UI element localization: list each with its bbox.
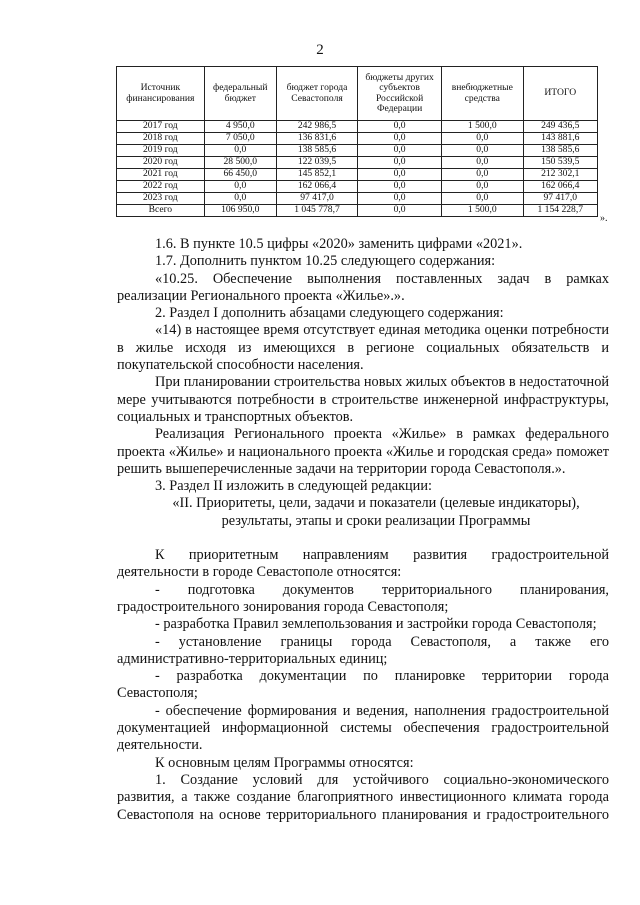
paragraph: К приоритетным направлениям развития градостроительной деятельности в городе Севастополе относятся:	[117, 547, 609, 581]
table-cell: 162 066,4	[523, 181, 597, 193]
table-cell: 136 831,6	[276, 133, 357, 145]
table-cell: 2019 год	[117, 145, 205, 157]
table-cell: 0,0	[442, 181, 524, 193]
table-cell: 4 950,0	[204, 121, 276, 133]
table-cell: 66 450,0	[204, 169, 276, 181]
list-item: - установление границы города Севастополя, а также его административно-территориальных единиц;	[117, 633, 609, 667]
table-row	[117, 133, 598, 145]
table-cell: 138 585,6	[276, 145, 357, 157]
table-cell: Всего	[117, 205, 205, 217]
table-cell: 0,0	[358, 205, 442, 217]
table-row	[117, 145, 598, 157]
table-cell: 2017 год	[117, 121, 205, 133]
table-cell: 0,0	[204, 181, 276, 193]
table-cell: 0,0	[358, 121, 442, 133]
table-cell: 0,0	[204, 145, 276, 157]
table-cell: 1 500,0	[442, 121, 524, 133]
table-cell: 97 417,0	[276, 193, 357, 205]
list-item: - обеспечение формирования и ведения, наполнения градостроительной документацией информационной системы обеспечения градостроительной деятельности.	[117, 702, 609, 754]
table-cell: 143 881,6	[523, 133, 597, 145]
header-source: Источник финансирования	[117, 67, 205, 121]
table-cell: 145 852,1	[276, 169, 357, 181]
table-cell: 0,0	[204, 193, 276, 205]
page-number: 2	[316, 42, 324, 58]
table-cell: 0,0	[358, 157, 442, 169]
table-cell: 2022 год	[117, 181, 205, 193]
header-other-subjects: бюджеты других субъектов Российской Федерации	[358, 67, 442, 121]
table-header-row	[117, 67, 598, 121]
paragraph: 2. Раздел I дополнить абзацами следующего содержания:	[155, 305, 504, 322]
paragraph: 1.6. В пункте 10.5 цифры «2020» заменить цифрами «2021».	[155, 236, 523, 252]
document-body	[117, 236, 609, 824]
header-total: ИТОГО	[523, 67, 597, 121]
paragraph: 1. Создание условий для устойчивого социально-экономического развития, а также создание благоприятного инвестиционного климата города Севастополя на основе территориального планирования и градостроительного	[117, 771, 609, 823]
table-cell: 150 539,5	[523, 157, 597, 169]
header-city: бюджет города Севастополя	[276, 67, 357, 121]
table-row	[117, 157, 598, 169]
table-cell: 0,0	[442, 157, 524, 169]
table-cell: 106 950,0	[204, 205, 276, 217]
paragraph: При планировании строительства новых жилых объектов в недостаточной мере учитываются потребности в строительстве инженерной инфраструктуры, социальных и транспортных объектов.	[117, 374, 610, 425]
paragraph: 3. Раздел II изложить в следующей редакции:	[155, 478, 432, 495]
table-cell: 1 500,0	[442, 205, 524, 217]
table-cell: 162 066,4	[276, 181, 357, 193]
table-cell: 0,0	[358, 169, 442, 181]
table-cell: 249 436,5	[523, 121, 597, 133]
paragraph: «14) в настоящее время отсутствует единая методика оценки потребности в жилье исходя из имеющихся в регионе социальных обязательств и покупательской способности населения.	[117, 322, 609, 374]
table-cell: 0,0	[358, 145, 442, 157]
table-cell: 1 045 778,7	[276, 205, 357, 217]
table-cell: 2020 год	[117, 157, 205, 169]
table-cell: 0,0	[358, 193, 442, 205]
financing-table	[116, 66, 598, 217]
list-item: - разработка документации по планировке территории города Севастополя;	[117, 668, 609, 702]
table-cell: 0,0	[358, 181, 442, 193]
paragraph: К основным целям Программы относятся:	[155, 754, 414, 771]
paragraph: 1.7. Дополнить пунктом 10.25 следующего содержания:	[155, 253, 496, 270]
table-row	[117, 169, 598, 181]
table-row-total	[117, 205, 598, 217]
table-cell: 122 039,5	[276, 157, 357, 169]
table-row	[117, 121, 598, 133]
table-cell: 0,0	[442, 145, 524, 157]
section-heading: «II. Приоритеты, цели, задачи и показатели (целевые индикаторы), результаты, этапы и сроки реализации Программы	[172, 495, 580, 529]
table-cell: 2018 год	[117, 133, 205, 145]
table-row	[117, 193, 598, 205]
table-cell: 1 154 228,7	[523, 205, 597, 217]
table-cell: 0,0	[442, 169, 524, 181]
header-extrabudget: внебюджетные средства	[442, 67, 524, 121]
table-cell: 97 417,0	[523, 193, 597, 205]
table-closing-quote: ».	[600, 213, 608, 224]
table-cell: 212 302,1	[523, 169, 597, 181]
table-cell: 138 585,6	[523, 145, 597, 157]
paragraph: «10.25. Обеспечение выполнения поставленных задач в рамках реализации Регионального проекта «Жилье».».	[117, 270, 609, 304]
table-cell: 0,0	[442, 193, 524, 205]
table-cell: 0,0	[358, 133, 442, 145]
table-cell: 0,0	[442, 133, 524, 145]
list-item: - подготовка документов территориального планирования, градостроительного зонирования города Севастополя;	[117, 581, 609, 615]
table-row	[117, 181, 598, 193]
table-cell: 2021 год	[117, 169, 205, 181]
table-cell: 2023 год	[117, 193, 205, 205]
list-item: - разработка Правил землепользования и застройки города Севастополя;	[155, 616, 597, 633]
table-cell: 28 500,0	[204, 157, 276, 169]
table-cell: 242 986,5	[276, 121, 357, 133]
header-federal: федеральный бюджет	[204, 67, 276, 121]
paragraph: Реализация Регионального проекта «Жилье» в рамках федерального проекта «Жилье» и национального проекта «Жилье и городская среда» поможет решить вышеперечисленные задачи на территории города Севастополя.».	[117, 426, 609, 477]
spacer	[117, 530, 609, 547]
table-cell: 7 050,0	[204, 133, 276, 145]
